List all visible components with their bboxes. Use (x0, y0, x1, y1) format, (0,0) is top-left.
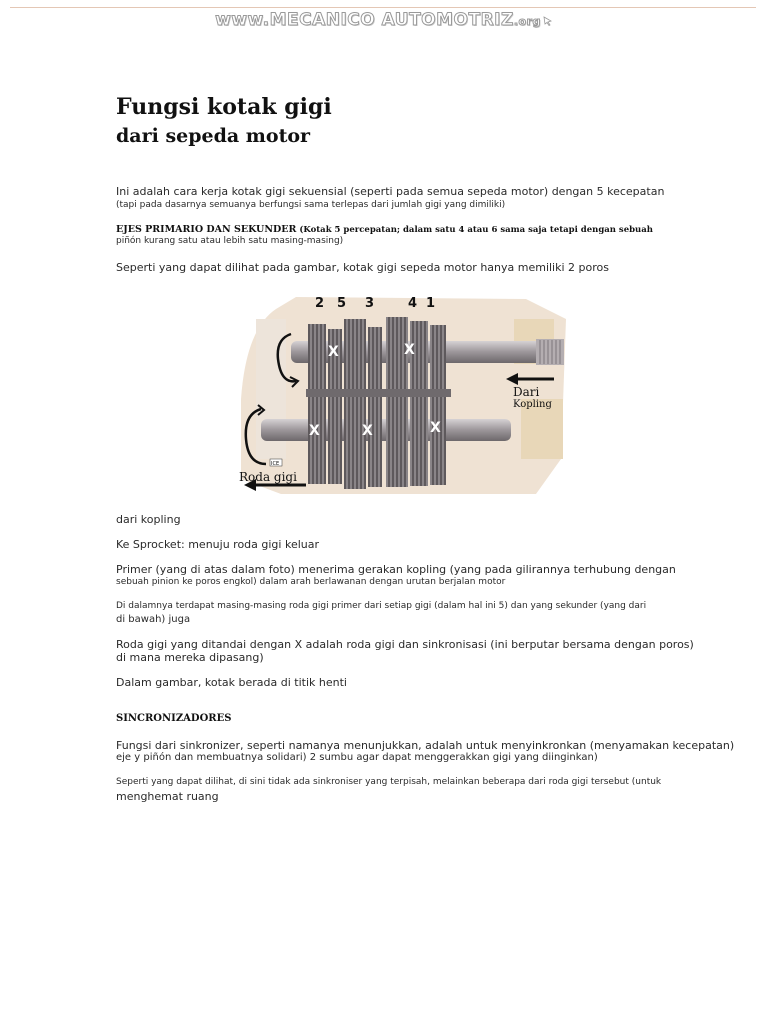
primary-paragraph-line-1: Primer (yang di atas dalam foto) menerima gerakan kopling (yang pada gilirannya terhubung dengan (116, 563, 676, 576)
intro-paragraph-line-2: (tapi pada dasarnya semuanya berfungsi sama terlepas dari jumlah gigi yang dimiliki) (116, 200, 506, 210)
gear-number-5: 1 (426, 296, 436, 311)
label-roda-gigi: Roda gigi (239, 470, 297, 484)
gear-number-2: 5 (337, 296, 347, 311)
gearbox-figure (236, 289, 566, 496)
primary-paragraph-line-2: sebuah pinion ke poros engkol) dalam arah berlawanan dengan urutan berjalan motor (116, 577, 506, 587)
pointer-icon (543, 16, 553, 26)
sync-mark-2: X (404, 342, 415, 358)
neutral-paragraph: Dalam gambar, kotak berada di titik henti (116, 676, 347, 689)
gears-paragraph-line-1: Di dalamnya terdapat masing-masing roda gigi primer dari setiap gigi (dalam hal ini 5) dan yang sekunder (yang dari (116, 601, 647, 611)
watermark-suffix: .org (513, 15, 541, 28)
shafts-heading: EJES PRIMARIO DAN SEKUNDER (116, 224, 297, 235)
sync-mark-3: X (309, 423, 320, 439)
space-paragraph-line-1: Seperti yang dapat dilihat, di sini tidak ada sinkroniser yang terpisah, melainkan beberapa dari roda gigi tersebut (untuk (116, 777, 662, 787)
site-watermark (0, 10, 768, 30)
title-line-2: dari sepeda motor (116, 125, 311, 147)
intro-paragraph-line-1: Ini adalah cara kerja kotak gigi sekuensial (seperti pada semua sepeda motor) dengan 5 kecepatan (116, 185, 665, 198)
sync-mark-1: X (328, 344, 339, 360)
two-shafts-paragraph: Seperti yang dapat dilihat pada gambar, kotak gigi sepeda motor hanya memiliki 2 poros (116, 261, 609, 274)
tiny-label: ICE (271, 461, 280, 467)
gear-number-3: 3 (365, 296, 375, 311)
sync-mark-4: X (362, 423, 373, 439)
gears-paragraph-line-2: di bawah) juga (116, 614, 191, 625)
sync-mark-5: X (430, 420, 441, 436)
watermark-main-text: www.MECANICO AUTOMOTRIZ (215, 10, 514, 30)
page-title (116, 93, 332, 151)
shafts-paragraph-line-2: piñón kurang satu atau lebih satu masing-masing) (116, 236, 344, 246)
label-dari: Dari (513, 385, 540, 399)
gear-number-4: 4 (408, 296, 418, 311)
title-line-1: Fungsi kotak gigi (116, 94, 332, 120)
shafts-heading-rest: (Kotak 5 percepatan; dalam satu 4 atau 6 sama saja tetapi dengan sebuah (296, 225, 653, 235)
x-marked-paragraph-line-2: di mana mereka dipasang) (116, 651, 264, 664)
from-clutch-caption: dari kopling (116, 513, 181, 526)
space-paragraph-line-2: menghemat ruang (116, 790, 219, 803)
label-kopling: Kopling (513, 399, 552, 410)
shafts-paragraph-line-1 (116, 224, 653, 235)
gearbox-illustration (236, 289, 566, 496)
gear-number-1: 2 (315, 296, 325, 311)
sync-paragraph-line-1: Fungsi dari sinkronizer, seperti namanya menunjukkan, adalah untuk menyinkronkan (menyamakan kecepatan) (116, 739, 735, 752)
synchronizers-heading: SINCRONIZADORES (116, 713, 232, 724)
x-marked-paragraph-line-1: Roda gigi yang ditandai dengan X adalah roda gigi dan sinkronisasi (ini berputar bersama dengan poros) (116, 638, 694, 651)
top-rule (10, 7, 756, 8)
sync-paragraph-line-2: eje y piñón dan membuatnya solidari) 2 sumbu agar dapat menggerakkan gigi yang diinginkan) (116, 752, 598, 763)
sprocket-caption: Ke Sprocket: menuju roda gigi keluar (116, 538, 320, 551)
